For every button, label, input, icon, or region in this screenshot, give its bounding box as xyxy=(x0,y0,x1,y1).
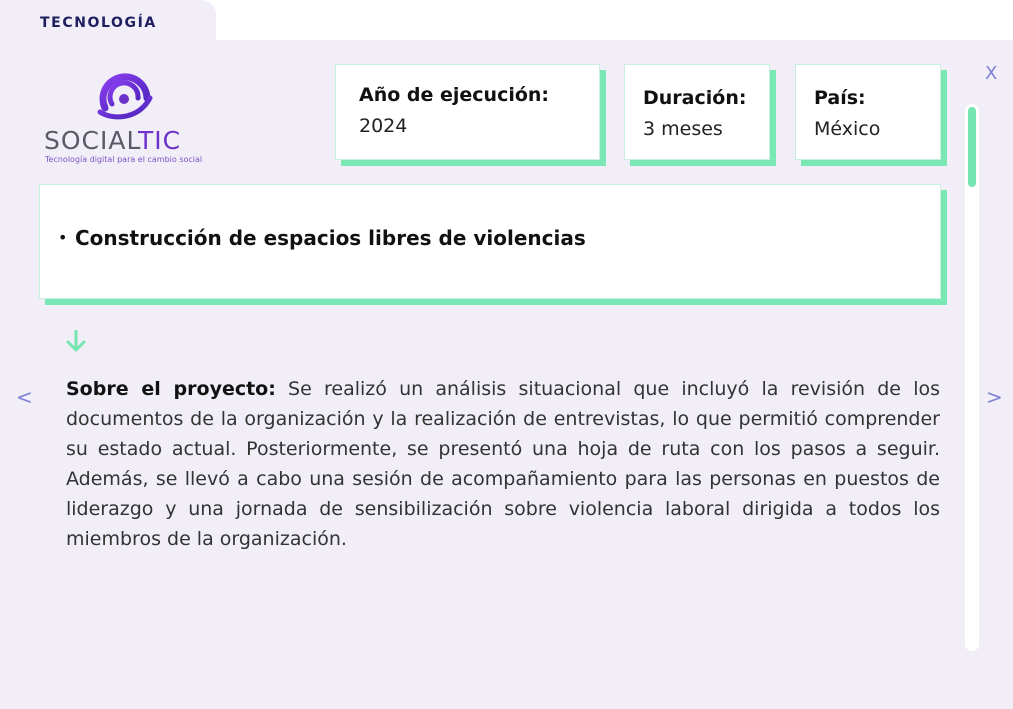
country-label: País: xyxy=(814,87,866,109)
logo-wordmark: SOCIALTIC xyxy=(44,126,182,155)
year-card xyxy=(335,64,600,160)
country-value: México xyxy=(814,118,881,140)
category-tab-label: TECNOLOGÍA xyxy=(40,15,157,31)
chevron-left-icon[interactable]: < xyxy=(16,385,33,409)
close-icon[interactable]: X xyxy=(985,63,998,84)
socialtic-logo xyxy=(42,68,202,168)
duration-card xyxy=(624,64,770,160)
topic-item: Construcción de espacios libres de violencias xyxy=(75,226,586,250)
duration-value: 3 meses xyxy=(643,118,723,140)
arrow-down-icon xyxy=(66,330,86,352)
year-label: Año de ejecución: xyxy=(359,84,550,106)
chevron-right-icon[interactable]: > xyxy=(986,385,1003,409)
logo-tagline: Tecnología digital para el cambio social xyxy=(45,155,203,164)
bullet-icon: • xyxy=(58,228,68,247)
project-heading: Sobre el proyecto: xyxy=(66,378,276,400)
project-description xyxy=(66,374,940,554)
project-body: Se realizó un análisis situacional que incluyó la revisión de los documentos de la organización y la realización de entrevistas, lo que permitió comprender su estado actual. Posteriormente, se presentó una hoja de ruta con los pasos a seguir. Además, se llevó a cabo una sesión de acompañamiento para las personas en puestos de liderazgo y una jornada de sensibilización sobre violencia laboral dirigida a todos los miembros de la organización. xyxy=(66,378,941,550)
country-card xyxy=(795,64,941,160)
year-value: 2024 xyxy=(359,115,408,137)
socialtic-logo-mark xyxy=(42,68,202,128)
scrollbar-thumb[interactable] xyxy=(968,107,976,187)
duration-label: Duración: xyxy=(643,87,747,109)
